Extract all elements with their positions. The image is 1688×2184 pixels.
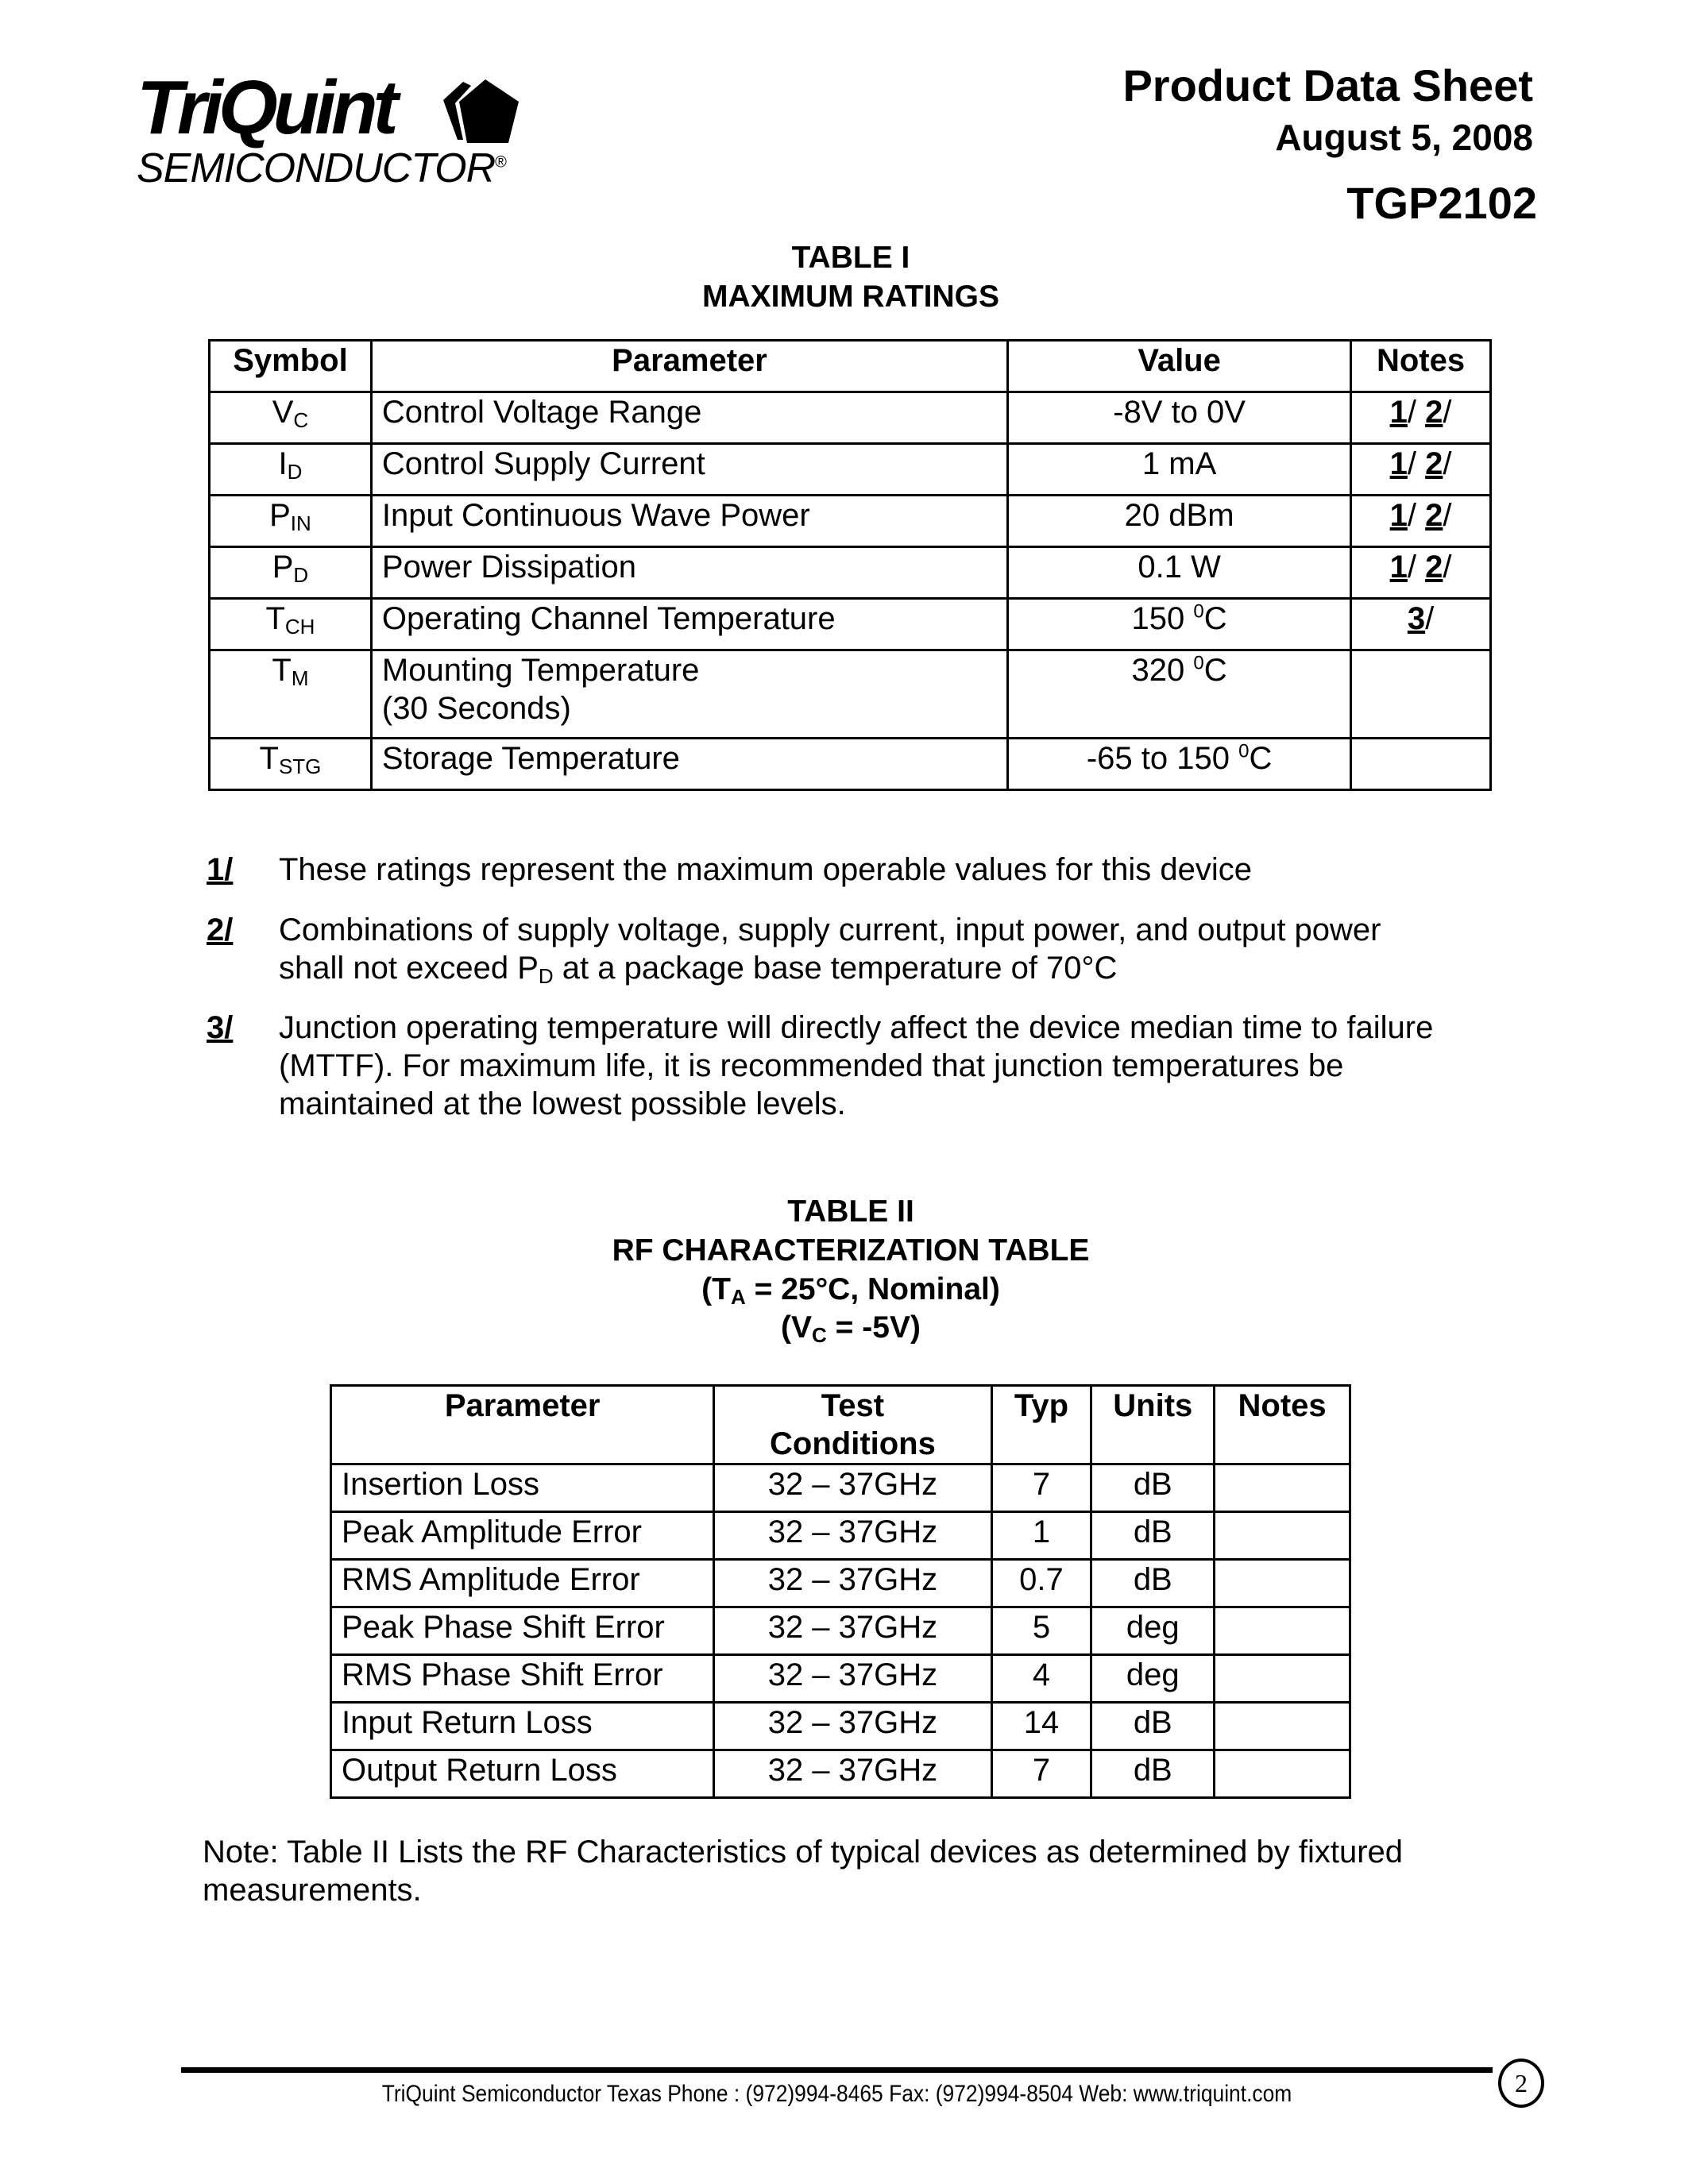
table-row — [210, 599, 1491, 650]
typ-cell: 1 — [991, 1512, 1091, 1560]
footer-contact: TriQuint Semiconductor Texas Phone : (972)994-8465 Fax: (972)994-8504 Web: www.triquint.com — [381, 2081, 1292, 2107]
notes-cell — [1215, 1703, 1350, 1750]
note-number-text: 1/ — [207, 852, 234, 887]
symbol-cell — [210, 392, 372, 444]
notes-cell — [1215, 1464, 1350, 1512]
value-cell — [1008, 739, 1351, 790]
note-ref[interactable]: 2 — [1425, 395, 1443, 430]
typ-cell: 5 — [991, 1607, 1091, 1655]
units-cell: dB — [1091, 1750, 1215, 1798]
value: 20 dBm — [1124, 498, 1234, 533]
table1-subtitle: MAXIMUM RATINGS — [701, 280, 1000, 314]
note-line: (MTTF). For maximum life, it is recommended that junction temperatures be — [279, 1048, 1344, 1083]
note-number-text: 3/ — [207, 1010, 234, 1045]
degree-sup: 0 — [1238, 740, 1250, 762]
parameter: Control Supply Current — [381, 446, 705, 481]
col-header-line: Test — [821, 1388, 885, 1423]
unit: C — [1249, 741, 1273, 776]
footer-divider — [181, 2067, 1493, 2073]
parameter-cell — [371, 599, 1007, 650]
degree-sup: 0 — [1193, 652, 1204, 674]
value: 1 mA — [1141, 446, 1217, 481]
note-ref[interactable]: 1 — [1389, 446, 1408, 481]
units-cell: dB — [1091, 1703, 1215, 1750]
parameter-cell: Peak Phase Shift Error — [331, 1607, 714, 1655]
symbol-cell — [210, 739, 372, 790]
parameter: Mounting Temperature — [381, 653, 700, 688]
table-row — [210, 392, 1491, 444]
typ-cell: 14 — [991, 1703, 1091, 1750]
pentagon-logo-icon — [435, 78, 523, 149]
table-row — [331, 1560, 1350, 1607]
parameter: Storage Temperature — [381, 741, 680, 776]
parameter: Operating Channel Temperature — [381, 601, 836, 636]
parameter-cell: Insertion Loss — [331, 1464, 714, 1512]
parameter: Input Continuous Wave Power — [381, 498, 810, 533]
logo-wordmark: TriQuint — [137, 65, 394, 150]
symbol-cell — [210, 599, 372, 650]
conditions-cell: 32 – 37GHz — [714, 1703, 991, 1750]
note-text — [279, 851, 1252, 889]
parameter-cell: Input Return Loss — [331, 1703, 714, 1750]
note-number — [207, 1010, 233, 1046]
logo-subtitle-text: SEMICONDUCTOR — [137, 145, 496, 191]
notes-cell — [1215, 1607, 1350, 1655]
cond-text: = 25°C, Nominal) — [745, 1272, 1000, 1306]
table-row — [210, 739, 1491, 790]
note-line: Combinations of supply voltage, supply current, input power, and output power — [279, 913, 1381, 947]
table-header-row — [210, 341, 1491, 392]
degree-sup: 0 — [1193, 600, 1204, 623]
notes-cell — [1215, 1655, 1350, 1703]
page-number: 2 — [1498, 2059, 1544, 2108]
table-row — [210, 547, 1491, 599]
logo-subtitle — [137, 145, 506, 191]
cond-sub: A — [730, 1285, 746, 1309]
symbol-sub: D — [287, 460, 303, 484]
table-row — [210, 650, 1491, 739]
parameter-cell — [371, 650, 1007, 739]
symbol: I — [278, 446, 288, 481]
value-cell — [1008, 496, 1351, 547]
notes-cell — [1215, 1512, 1350, 1560]
parameter-cell: RMS Phase Shift Error — [331, 1655, 714, 1703]
col-header: Notes — [1215, 1386, 1350, 1464]
parameter-cell: RMS Amplitude Error — [331, 1560, 714, 1607]
note-ref[interactable]: 2 — [1425, 446, 1443, 481]
cond-sub: C — [812, 1323, 827, 1347]
notes-cell: 1/ 2/ — [1351, 392, 1491, 444]
note-number-text: 2/ — [207, 913, 234, 947]
symbol: V — [272, 395, 294, 430]
value: -8V to 0V — [1113, 395, 1246, 430]
note-number — [207, 852, 233, 888]
col-header: Symbol — [210, 341, 372, 392]
doc-date: August 5, 2008 — [1275, 117, 1533, 158]
symbol: P — [272, 550, 294, 585]
units-cell: dB — [1091, 1560, 1215, 1607]
conditions-cell: 32 – 37GHz — [714, 1464, 991, 1512]
note-line: maintained at the lowest possible levels. — [279, 1086, 846, 1121]
doc-type: Product Data Sheet — [1122, 60, 1533, 110]
table-row — [331, 1703, 1350, 1750]
symbol-sub: M — [291, 666, 309, 690]
units-cell: deg — [1091, 1655, 1215, 1703]
table-row — [331, 1750, 1350, 1798]
notes-cell — [1215, 1750, 1350, 1798]
rf-characterization-table — [330, 1384, 1351, 1799]
units-cell: dB — [1091, 1512, 1215, 1560]
note-line: Junction operating temperature will directly affect the device median time to failure — [279, 1010, 1434, 1045]
note-text — [279, 911, 1381, 995]
notes-cell — [1351, 739, 1491, 790]
cond-text: (V — [781, 1310, 813, 1345]
note-text-part: shall not exceed P — [279, 951, 539, 986]
table2-note — [203, 1833, 1403, 1909]
cond-text: = -5V) — [826, 1310, 921, 1345]
symbol: T — [272, 653, 292, 688]
note-sub: D — [538, 964, 554, 988]
units-cell: deg — [1091, 1607, 1215, 1655]
notes-cell: 1/ 2/ — [1351, 444, 1491, 496]
table2-title: TABLE II — [787, 1194, 914, 1229]
note-ref[interactable]: 2 — [1425, 550, 1443, 585]
symbol-cell — [210, 650, 372, 739]
parameter-cell — [371, 547, 1007, 599]
value: 0.1 W — [1138, 550, 1221, 585]
col-header: Units — [1091, 1386, 1215, 1464]
table1-title: TABLE I — [791, 241, 910, 275]
value: 320 — [1131, 653, 1194, 688]
col-header-line: Conditions — [770, 1426, 936, 1461]
notes-cell: 1/ 2/ — [1351, 547, 1491, 599]
typ-cell: 0.7 — [991, 1560, 1091, 1607]
symbol-cell — [210, 444, 372, 496]
symbol-cell — [210, 547, 372, 599]
typ-cell: 4 — [991, 1655, 1091, 1703]
col-header: Value — [1008, 341, 1351, 392]
part-number: TGP2102 — [1346, 178, 1537, 228]
symbol: T — [259, 741, 279, 776]
parameter: Power Dissipation — [381, 550, 637, 585]
note-ref[interactable]: 1 — [1389, 395, 1408, 430]
symbol-cell — [210, 496, 372, 547]
cond-text: (T — [701, 1272, 731, 1306]
value-cell — [1008, 547, 1351, 599]
table2-condition-voltage — [0, 1312, 1688, 1345]
parameter-cell — [371, 392, 1007, 444]
parameter-detail: (30 Seconds) — [381, 691, 571, 726]
col-header: Parameter — [331, 1386, 714, 1464]
symbol: T — [265, 601, 285, 636]
note-ref[interactable]: 1 — [1389, 498, 1408, 533]
conditions-cell: 32 – 37GHz — [714, 1655, 991, 1703]
col-header — [714, 1386, 991, 1464]
notes-cell: 3/ — [1351, 599, 1491, 650]
value-cell — [1008, 650, 1351, 739]
col-header: Parameter — [371, 341, 1007, 392]
value: 150 — [1131, 601, 1194, 636]
table-row — [210, 444, 1491, 496]
symbol-sub: IN — [290, 511, 311, 535]
note-line: measurements. — [203, 1873, 422, 1908]
value-cell — [1008, 599, 1351, 650]
note-text-part: at a package base temperature of 70°C — [553, 951, 1118, 986]
table-header-row — [331, 1386, 1350, 1464]
table-row — [331, 1655, 1350, 1703]
symbol: P — [269, 498, 291, 533]
max-ratings-table — [208, 339, 1492, 791]
note-ref[interactable]: 3 — [1407, 601, 1426, 636]
note-text — [279, 1009, 1433, 1123]
conditions-cell: 32 – 37GHz — [714, 1560, 991, 1607]
notes-cell: 1/ 2/ — [1351, 496, 1491, 547]
typ-cell: 7 — [991, 1464, 1091, 1512]
parameter-cell: Peak Amplitude Error — [331, 1512, 714, 1560]
symbol-sub: C — [293, 408, 309, 432]
note-line: These ratings represent the maximum operable values for this device — [279, 852, 1253, 887]
table2-condition-temp — [0, 1274, 1688, 1307]
conditions-cell: 32 – 37GHz — [714, 1607, 991, 1655]
registered-mark: ® — [495, 153, 506, 172]
table2-subtitle: RF CHARACTERIZATION TABLE — [612, 1233, 1090, 1268]
notes-cell — [1351, 650, 1491, 739]
col-header: Notes — [1351, 341, 1491, 392]
value-cell — [1008, 392, 1351, 444]
symbol-sub: D — [293, 563, 309, 587]
parameter-cell — [371, 444, 1007, 496]
typ-cell: 7 — [991, 1750, 1091, 1798]
note-number — [207, 913, 233, 948]
table-row — [331, 1607, 1350, 1655]
note-ref[interactable]: 2 — [1425, 498, 1443, 533]
note-ref[interactable]: 1 — [1389, 550, 1408, 585]
value-cell — [1008, 444, 1351, 496]
note-line: Note: Table II Lists the RF Characteristics of typical devices as determined by fixtured — [203, 1835, 1404, 1870]
conditions-cell: 32 – 37GHz — [714, 1750, 991, 1798]
table-row — [210, 496, 1491, 547]
unit: C — [1203, 601, 1227, 636]
parameter-cell: Output Return Loss — [331, 1750, 714, 1798]
units-cell: dB — [1091, 1464, 1215, 1512]
parameter-cell — [371, 496, 1007, 547]
value: -65 to 150 — [1086, 741, 1239, 776]
notes-cell — [1215, 1560, 1350, 1607]
note-line — [279, 949, 1381, 995]
conditions-cell: 32 – 37GHz — [714, 1512, 991, 1560]
col-header: Typ — [991, 1386, 1091, 1464]
parameter: Control Voltage Range — [381, 395, 702, 430]
symbol-sub: STG — [278, 754, 322, 778]
parameter-cell — [371, 739, 1007, 790]
symbol-sub: CH — [284, 615, 315, 639]
table-row — [331, 1512, 1350, 1560]
table-row — [331, 1464, 1350, 1512]
unit: C — [1203, 653, 1227, 688]
